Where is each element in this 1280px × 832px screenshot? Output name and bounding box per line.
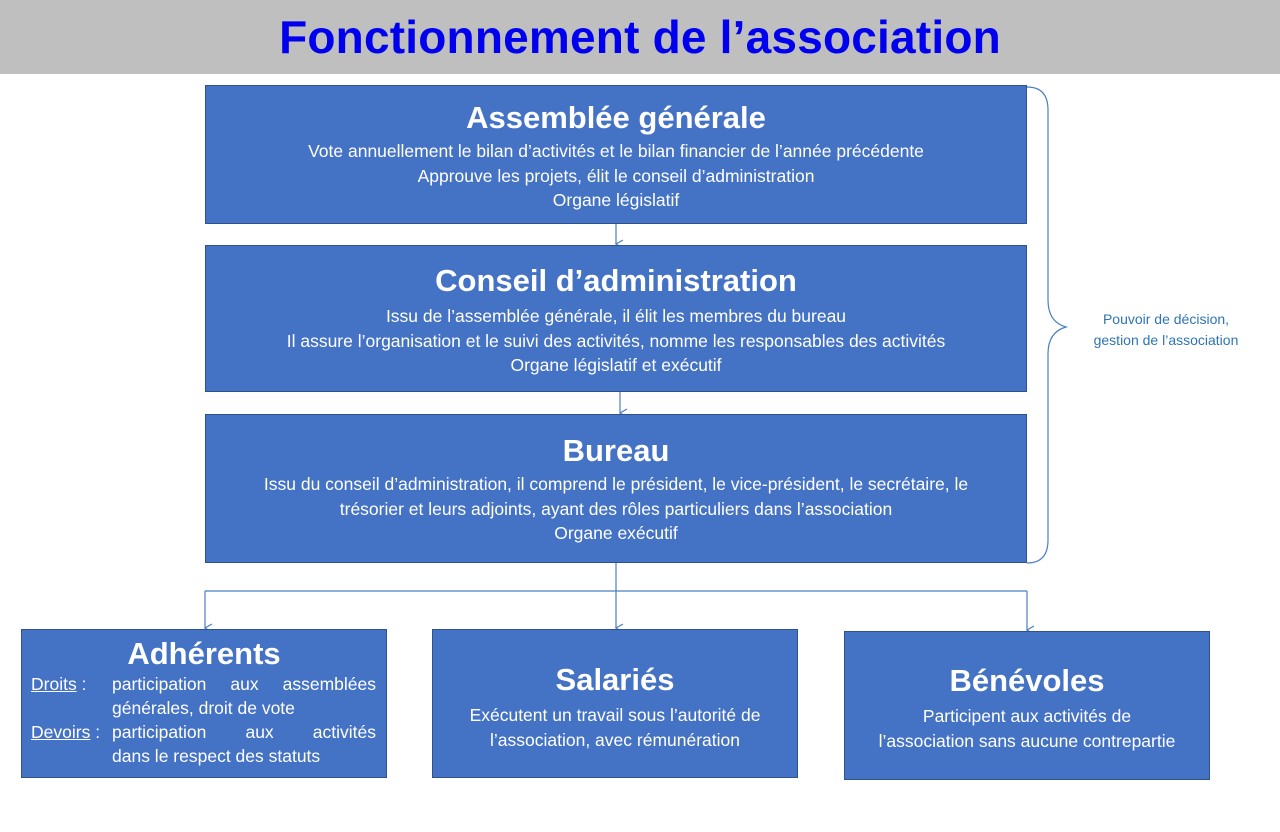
- duties-label: [22, 720, 112, 768]
- bureau-box: [205, 414, 1027, 563]
- duties-label-sep: :: [90, 722, 101, 742]
- conseil-line-1: Issu de l’assemblée générale, il élit les membres du bureau: [385, 306, 847, 326]
- conseil-line-2: Il assure l’organisation et le suivi des activités, nomme les responsables des activités: [286, 330, 946, 351]
- salaries-line-1: Exécutent un travail sous l’autorité de: [469, 705, 761, 725]
- adherents-heading: Adhérents: [127, 636, 281, 671]
- benevoles-line-2: l’association sans aucune contrepartie: [878, 730, 1176, 751]
- assemblee-line-3: Organe législatif: [552, 190, 680, 210]
- conseil-administration-box: [205, 245, 1027, 392]
- adherents-duties-row: [22, 720, 386, 768]
- rights-label-text: Droits: [31, 674, 77, 694]
- rights-label-sep: :: [76, 674, 87, 694]
- adherents-box: [21, 629, 387, 778]
- assemblee-generale-box: [205, 85, 1027, 224]
- assemblee-line-2: Approuve les projets, élit le conseil d’administration: [417, 165, 815, 186]
- side-note-line-1: Pouvoir de décision,: [1102, 311, 1230, 327]
- side-note-line-2: gestion de l’association: [1093, 332, 1239, 348]
- rights-label: [22, 672, 112, 720]
- benevoles-box: [844, 631, 1210, 780]
- salaries-box: [432, 629, 798, 778]
- rights-text: [112, 672, 376, 720]
- bureau-line-3: Organe exécutif: [554, 523, 678, 543]
- side-note: [1066, 309, 1266, 351]
- benevoles-heading: Bénévoles: [949, 663, 1105, 698]
- assemblee-heading: Assemblée générale: [466, 100, 766, 135]
- rights-line-2: générales, droit de vote: [112, 698, 295, 718]
- adherents-rights-row: [22, 672, 386, 720]
- conseil-heading: Conseil d’administration: [435, 263, 797, 298]
- bureau-heading: Bureau: [562, 433, 670, 468]
- page-title: Fonctionnement de l’association: [279, 11, 1001, 63]
- duties-text: [112, 720, 376, 768]
- duties-label-text: Devoirs: [31, 722, 91, 742]
- duties-line-2: dans le respect des statuts: [112, 746, 321, 766]
- assemblee-line-1: Vote annuellement le bilan d’activités et le bilan financier de l’année précédente: [308, 141, 924, 161]
- bureau-line-2: trésorier et leurs adjoints, ayant des rôles particuliers dans l’association: [339, 498, 893, 519]
- right-brace: [1027, 87, 1066, 563]
- rights-line-1: participation aux assemblées: [112, 674, 376, 694]
- salaries-line-2: l’association, avec rémunération: [490, 729, 740, 750]
- salaries-heading: Salariés: [555, 662, 675, 697]
- duties-line-1: participation aux activités: [112, 722, 376, 742]
- conseil-line-3: Organe législatif et exécutif: [510, 355, 722, 375]
- bureau-line-1: Issu du conseil d’administration, il comprend le président, le vice-président, le secrétaire, le: [263, 474, 969, 494]
- benevoles-line-1: Participent aux activités de: [922, 706, 1132, 726]
